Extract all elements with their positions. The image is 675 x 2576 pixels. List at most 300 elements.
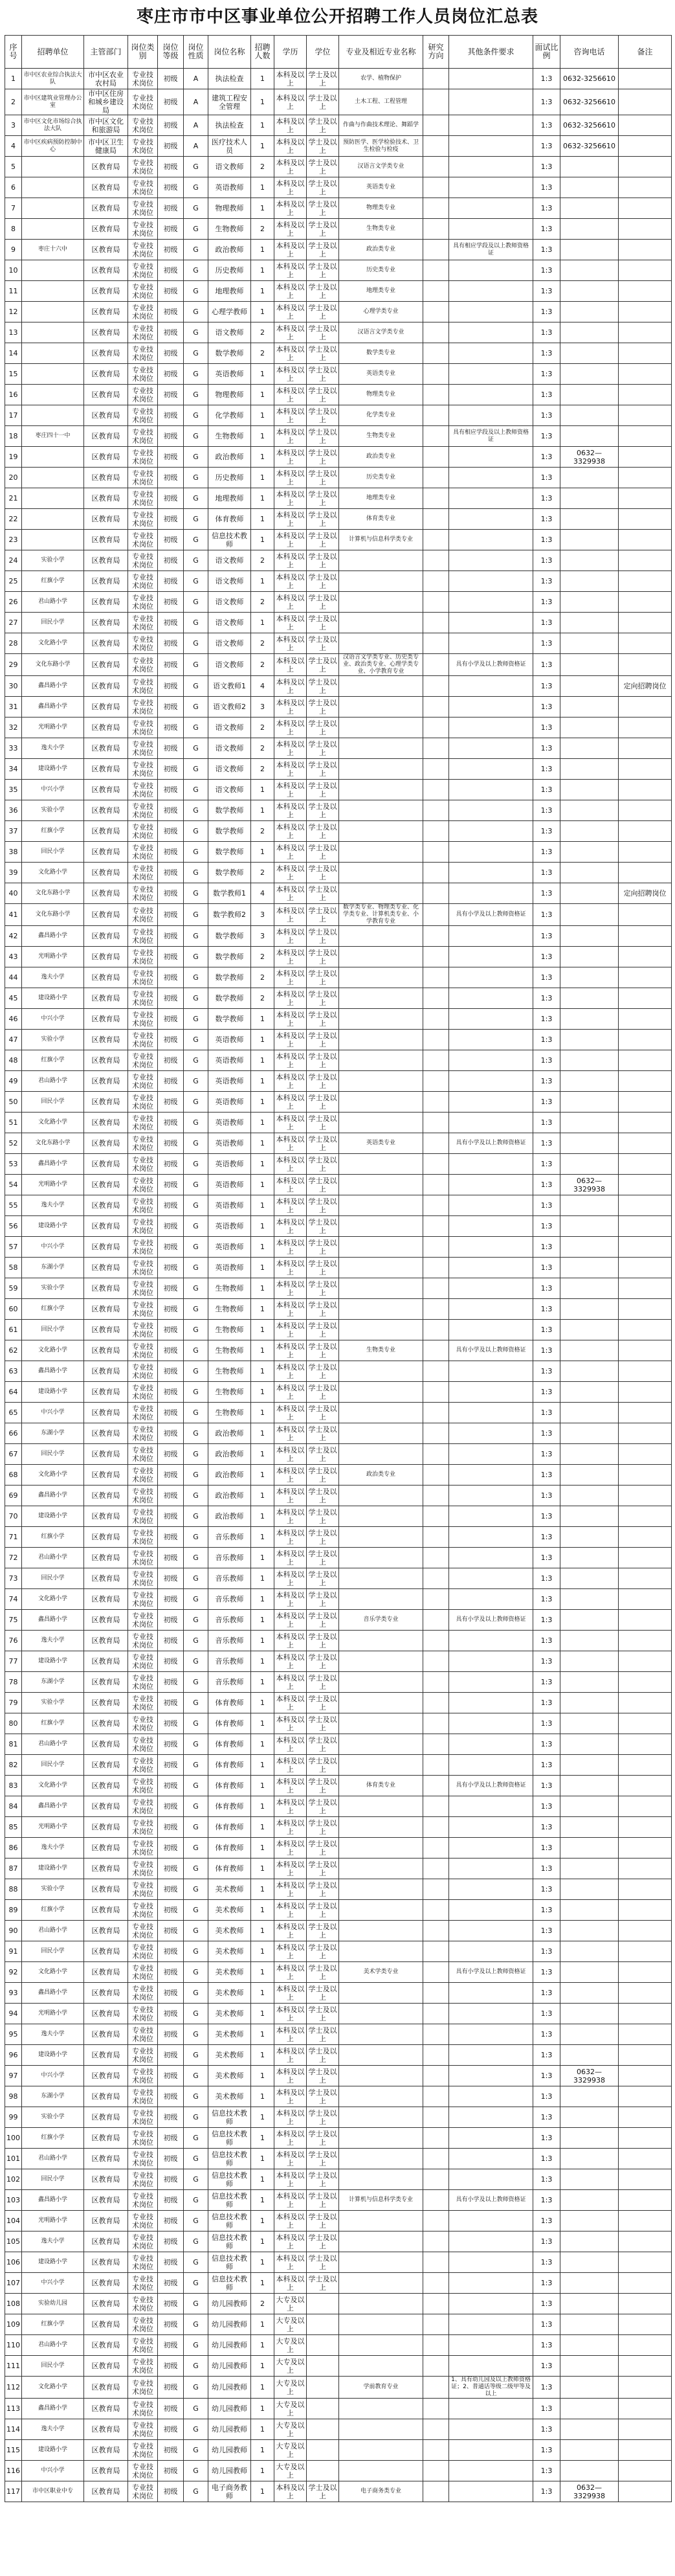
cell-category: 专业技术岗位: [128, 571, 158, 592]
cell-phone: [560, 1050, 619, 1071]
cell-dept: 区教育局: [84, 157, 128, 177]
cell-nature: G: [184, 550, 208, 571]
cell-level: 初级: [158, 613, 184, 633]
cell-major: [339, 550, 423, 571]
cell-count: 1: [251, 468, 274, 488]
cell-post: 音乐教师: [208, 1527, 251, 1548]
cell-ratio: 1:3: [533, 468, 560, 488]
cell-conditions: [449, 2252, 533, 2273]
cell-education: 本科及以上: [274, 1258, 307, 1278]
cell-direction: [423, 821, 449, 842]
cell-nature: G: [184, 1444, 208, 1465]
cell-phone: [560, 1838, 619, 1859]
cell-conditions: 1、具有幼儿园及以上教师资格证；2、普通话等级二级甲等及以上: [449, 2377, 533, 2399]
cell-category: 专业技术岗位: [128, 1693, 158, 1713]
cell-major: [339, 1009, 423, 1030]
cell-major: [339, 1278, 423, 1299]
cell-major: [339, 2440, 423, 2461]
cell-degree: 学士及以上: [307, 571, 339, 592]
cell-post: 英语教师: [208, 1154, 251, 1175]
cell-nature: G: [184, 1610, 208, 1631]
cell-major: [339, 988, 423, 1009]
cell-conditions: 具有相应学段及以上教师资格证: [449, 240, 533, 260]
cell-nature: A: [184, 69, 208, 89]
cell-no: 93: [5, 1983, 22, 2004]
cell-remark: [619, 2045, 672, 2066]
cell-ratio: 1:3: [533, 2399, 560, 2419]
cell-count: 1: [251, 1092, 274, 1113]
cell-direction: [423, 967, 449, 988]
cell-education: 本科及以上: [274, 1361, 307, 1382]
cell-category: 专业技术岗位: [128, 2045, 158, 2066]
cell-level: 初级: [158, 904, 184, 926]
cell-direction: [423, 1009, 449, 1030]
cell-post: 化学教师: [208, 405, 251, 426]
cell-count: 1: [251, 2024, 274, 2045]
cell-major: [339, 1879, 423, 1900]
cell-level: 初级: [158, 136, 184, 157]
cell-level: 初级: [158, 1610, 184, 1631]
cell-conditions: [449, 2211, 533, 2231]
cell-level: 初级: [158, 863, 184, 883]
cell-category: 专业技术岗位: [128, 2190, 158, 2211]
cell-direction: [423, 633, 449, 654]
cell-dept: 区教育局: [84, 2024, 128, 2045]
cell-major: [339, 1817, 423, 1838]
cell-phone: [560, 509, 619, 530]
cell-level: 初级: [158, 1506, 184, 1527]
cell-count: 1: [251, 1817, 274, 1838]
cell-unit: 中兴小学: [22, 780, 84, 800]
cell-conditions: [449, 364, 533, 385]
cell-category: 专业技术岗位: [128, 1486, 158, 1506]
cell-no: 104: [5, 2211, 22, 2231]
cell-unit: 红旗小学: [22, 571, 84, 592]
cell-degree: 学士及以上: [307, 1734, 339, 1755]
cell-nature: G: [184, 1776, 208, 1796]
cell-ratio: 1:3: [533, 759, 560, 780]
cell-count: 1: [251, 2356, 274, 2377]
cell-phone: [560, 1465, 619, 1486]
cell-dept: 市中区文化和旅游局: [84, 115, 128, 136]
cell-ratio: 1:3: [533, 2356, 560, 2377]
cell-no: 73: [5, 1568, 22, 1589]
cell-phone: [560, 1071, 619, 1092]
cell-major: [339, 2356, 423, 2377]
cell-post: 体育教师: [208, 1817, 251, 1838]
cell-count: 1: [251, 1216, 274, 1237]
cell-degree: 学士及以上: [307, 1133, 339, 1154]
cell-phone: [560, 1672, 619, 1693]
cell-nature: G: [184, 633, 208, 654]
cell-count: 1: [251, 2273, 274, 2294]
cell-education: 本科及以上: [274, 343, 307, 364]
cell-ratio: 1:3: [533, 2481, 560, 2502]
cell-major: [339, 697, 423, 717]
cell-conditions: [449, 1817, 533, 1838]
cell-conditions: [449, 1693, 533, 1713]
cell-post: 英语教师: [208, 1175, 251, 1195]
cell-remark: [619, 1859, 672, 1879]
cell-major: 心理学类专业: [339, 302, 423, 322]
cell-ratio: 1:3: [533, 447, 560, 468]
cell-ratio: 1:3: [533, 1154, 560, 1175]
cell-conditions: [449, 302, 533, 322]
cell-major: [339, 1444, 423, 1465]
cell-unit: 光明路小学: [22, 1175, 84, 1195]
cell-major: 体育类专业: [339, 1776, 423, 1796]
cell-unit: 文化路小学: [22, 1776, 84, 1796]
cell-nature: G: [184, 1361, 208, 1382]
cell-count: 1: [251, 1154, 274, 1175]
cell-post: 历史教师: [208, 260, 251, 281]
cell-post: 英语教师: [208, 1030, 251, 1050]
cell-unit: 建设路小学: [22, 1216, 84, 1237]
cell-count: 1: [251, 509, 274, 530]
cell-unit: 鑫昌路小学: [22, 926, 84, 947]
cell-remark: [619, 1776, 672, 1796]
cell-ratio: 1:3: [533, 2169, 560, 2190]
cell-dept: 区教育局: [84, 717, 128, 738]
cell-dept: 区教育局: [84, 2169, 128, 2190]
cell-category: 专业技术岗位: [128, 1423, 158, 1444]
cell-dept: 区教育局: [84, 633, 128, 654]
cell-category: 专业技术岗位: [128, 883, 158, 904]
cell-category: 专业技术岗位: [128, 281, 158, 302]
cell-nature: G: [184, 2190, 208, 2211]
cell-no: 87: [5, 1859, 22, 1879]
cell-count: 1: [251, 2211, 274, 2231]
cell-direction: [423, 322, 449, 343]
cell-nature: G: [184, 447, 208, 468]
cell-ratio: 1:3: [533, 2314, 560, 2335]
cell-phone: [560, 883, 619, 904]
cell-no: 103: [5, 2190, 22, 2211]
cell-major: [339, 821, 423, 842]
cell-level: 初级: [158, 2086, 184, 2107]
cell-category: 专业技术岗位: [128, 260, 158, 281]
cell-unit: [22, 343, 84, 364]
cell-count: 3: [251, 697, 274, 717]
cell-count: 1: [251, 2377, 274, 2399]
cell-unit: 君山路小学: [22, 592, 84, 613]
cell-unit: 建设路小学: [22, 988, 84, 1009]
cell-no: 69: [5, 1486, 22, 1506]
cell-ratio: 1:3: [533, 2211, 560, 2231]
table-row: [5, 530, 672, 550]
table-row: [5, 2252, 672, 2273]
cell-unit: [22, 488, 84, 509]
cell-education: 本科及以上: [274, 2045, 307, 2066]
cell-ratio: 1:3: [533, 509, 560, 530]
cell-unit: 建设路小学: [22, 1859, 84, 1879]
cell-unit: 逸夫小学: [22, 2024, 84, 2045]
cell-no: 80: [5, 1713, 22, 1734]
table-row: [5, 1195, 672, 1216]
cell-major: [339, 1651, 423, 1672]
cell-education: 本科及以上: [274, 1403, 307, 1423]
cell-unit: 鑫昌路小学: [22, 1796, 84, 1817]
cell-nature: A: [184, 115, 208, 136]
cell-post: 体育教师: [208, 509, 251, 530]
cell-dept: 区教育局: [84, 1361, 128, 1382]
cell-nature: G: [184, 926, 208, 947]
cell-ratio: 1:3: [533, 1050, 560, 1071]
cell-remark: [619, 281, 672, 302]
cell-unit: [22, 364, 84, 385]
cell-remark: [619, 1320, 672, 1340]
cell-nature: G: [184, 1320, 208, 1340]
table-row: [5, 343, 672, 364]
cell-remark: [619, 426, 672, 447]
cell-remark: [619, 613, 672, 633]
cell-ratio: 1:3: [533, 1527, 560, 1548]
cell-ratio: 1:3: [533, 115, 560, 136]
cell-conditions: [449, 1983, 533, 2004]
cell-count: 1: [251, 2440, 274, 2461]
cell-remark: [619, 343, 672, 364]
table-row: [5, 1133, 672, 1154]
table-row: [5, 2211, 672, 2231]
cell-count: 1: [251, 177, 274, 198]
cell-nature: G: [184, 1154, 208, 1175]
cell-conditions: [449, 842, 533, 863]
table-row: [5, 780, 672, 800]
cell-level: 初级: [158, 1175, 184, 1195]
cell-nature: G: [184, 676, 208, 697]
cell-nature: G: [184, 385, 208, 405]
cell-degree: [307, 2377, 339, 2399]
cell-education: 本科及以上: [274, 1589, 307, 1610]
cell-no: 29: [5, 654, 22, 676]
cell-dept: 区教育局: [84, 2211, 128, 2231]
cell-phone: 0632-3256610: [560, 89, 619, 115]
cell-dept: 区教育局: [84, 1672, 128, 1693]
cell-education: 本科及以上: [274, 2190, 307, 2211]
cell-unit: 实验小学: [22, 550, 84, 571]
cell-major: 地理类专业: [339, 488, 423, 509]
cell-degree: 学士及以上: [307, 1879, 339, 1900]
cell-direction: [423, 530, 449, 550]
cell-conditions: [449, 1154, 533, 1175]
cell-count: 1: [251, 2066, 274, 2086]
cell-count: 1: [251, 1133, 274, 1154]
cell-phone: [560, 2149, 619, 2169]
cell-major: [339, 842, 423, 863]
cell-education: 本科及以上: [274, 2024, 307, 2045]
cell-degree: 学士及以上: [307, 1403, 339, 1423]
cell-no: 61: [5, 1320, 22, 1340]
cell-major: 历史类专业: [339, 260, 423, 281]
cell-dept: 区教育局: [84, 1237, 128, 1258]
cell-level: 初级: [158, 1713, 184, 1734]
cell-conditions: [449, 89, 533, 115]
cell-category: 专业技术岗位: [128, 2086, 158, 2107]
table-row: [5, 633, 672, 654]
table-row: [5, 1983, 672, 2004]
cell-ratio: 1:3: [533, 571, 560, 592]
cell-major: [339, 1589, 423, 1610]
cell-level: 初级: [158, 2211, 184, 2231]
cell-category: 专业技术岗位: [128, 426, 158, 447]
cell-category: 专业技术岗位: [128, 322, 158, 343]
cell-nature: G: [184, 738, 208, 759]
cell-unit: 逸夫小学: [22, 1195, 84, 1216]
cell-nature: G: [184, 1133, 208, 1154]
table-row: [5, 468, 672, 488]
cell-major: [339, 1113, 423, 1133]
cell-post: 语文教师: [208, 157, 251, 177]
cell-count: 1: [251, 1859, 274, 1879]
table-row: [5, 2440, 672, 2461]
cell-education: 本科及以上: [274, 2169, 307, 2190]
cell-count: 1: [251, 115, 274, 136]
cell-no: 41: [5, 904, 22, 926]
cell-direction: [423, 1879, 449, 1900]
cell-degree: 学士及以上: [307, 1983, 339, 2004]
cell-conditions: [449, 260, 533, 281]
cell-remark: [619, 738, 672, 759]
cell-nature: G: [184, 759, 208, 780]
cell-nature: G: [184, 1113, 208, 1133]
table-row: [5, 2419, 672, 2440]
cell-unit: [22, 322, 84, 343]
cell-level: 初级: [158, 1423, 184, 1444]
cell-direction: [423, 2169, 449, 2190]
cell-phone: [560, 2190, 619, 2211]
cell-unit: 中兴小学: [22, 1009, 84, 1030]
cell-post: 体育教师: [208, 1734, 251, 1755]
table-row: [5, 1216, 672, 1237]
cell-ratio: 1:3: [533, 1713, 560, 1734]
cell-direction: [423, 343, 449, 364]
cell-no: 79: [5, 1693, 22, 1713]
cell-degree: 学士及以上: [307, 2128, 339, 2149]
cell-level: 初级: [158, 1589, 184, 1610]
cell-no: 67: [5, 1444, 22, 1465]
cell-phone: [560, 967, 619, 988]
cell-ratio: 1:3: [533, 2190, 560, 2211]
cell-ratio: 1:3: [533, 1817, 560, 1838]
cell-dept: 区教育局: [84, 1465, 128, 1486]
cell-category: 专业技术岗位: [128, 780, 158, 800]
cell-phone: [560, 2356, 619, 2377]
cell-unit: [22, 198, 84, 219]
cell-no: 10: [5, 260, 22, 281]
cell-post: 体育教师: [208, 1838, 251, 1859]
cell-unit: 文化路小学: [22, 1340, 84, 1361]
cell-degree: 学士及以上: [307, 302, 339, 322]
table-row: [5, 509, 672, 530]
cell-direction: [423, 1548, 449, 1568]
cell-degree: 学士及以上: [307, 1444, 339, 1465]
cell-degree: 学士及以上: [307, 1568, 339, 1589]
cell-category: 专业技术岗位: [128, 136, 158, 157]
cell-education: 本科及以上: [274, 1050, 307, 1071]
cell-phone: [560, 302, 619, 322]
cell-education: 本科及以上: [274, 468, 307, 488]
cell-remark: [619, 157, 672, 177]
cell-conditions: [449, 1879, 533, 1900]
cell-post: 地理教师: [208, 488, 251, 509]
cell-nature: G: [184, 1278, 208, 1299]
col-header: 备注: [619, 36, 672, 69]
cell-phone: [560, 613, 619, 633]
cell-ratio: 1:3: [533, 136, 560, 157]
cell-category: 专业技术岗位: [128, 1796, 158, 1817]
cell-no: 4: [5, 136, 22, 157]
cell-post: 政治教师: [208, 1486, 251, 1506]
cell-unit: [22, 302, 84, 322]
table-row: [5, 1050, 672, 1071]
cell-remark: [619, 2107, 672, 2128]
cell-degree: 学士及以上: [307, 1071, 339, 1092]
cell-education: 大专及以上: [274, 2356, 307, 2377]
cell-level: 初级: [158, 967, 184, 988]
cell-nature: G: [184, 1382, 208, 1403]
cell-conditions: [449, 1113, 533, 1133]
cell-nature: G: [184, 1299, 208, 1320]
cell-dept: 区教育局: [84, 2128, 128, 2149]
cell-education: 本科及以上: [274, 2128, 307, 2149]
cell-ratio: 1:3: [533, 1879, 560, 1900]
cell-phone: [560, 2004, 619, 2024]
cell-conditions: [449, 2356, 533, 2377]
cell-major: 历史类专业: [339, 468, 423, 488]
cell-major: 英语类专业: [339, 177, 423, 198]
cell-remark: [619, 240, 672, 260]
cell-direction: [423, 385, 449, 405]
cell-nature: G: [184, 1506, 208, 1527]
cell-category: 专业技术岗位: [128, 1382, 158, 1403]
cell-direction: [423, 1631, 449, 1651]
cell-category: 专业技术岗位: [128, 1030, 158, 1050]
cell-conditions: [449, 2149, 533, 2169]
cell-unit: 光明路小学: [22, 2211, 84, 2231]
cell-phone: [560, 2419, 619, 2440]
cell-education: 本科及以上: [274, 780, 307, 800]
cell-level: 初级: [158, 800, 184, 821]
cell-conditions: [449, 1278, 533, 1299]
cell-post: 美术教师: [208, 2024, 251, 2045]
cell-post: 生物教师: [208, 1299, 251, 1320]
cell-category: 专业技术岗位: [128, 550, 158, 571]
cell-post: 生物教师: [208, 1403, 251, 1423]
cell-dept: 区教育局: [84, 2314, 128, 2335]
cell-conditions: [449, 115, 533, 136]
cell-unit: 文化东路小学: [22, 654, 84, 676]
cell-dept: 区教育局: [84, 1859, 128, 1879]
cell-major: 物理类专业: [339, 385, 423, 405]
cell-degree: 学士及以上: [307, 904, 339, 926]
table-row: [5, 592, 672, 613]
cell-nature: G: [184, 1050, 208, 1071]
cell-count: 1: [251, 1610, 274, 1631]
cell-level: 初级: [158, 322, 184, 343]
cell-major: [339, 2211, 423, 2231]
cell-post: 语文教师: [208, 633, 251, 654]
cell-remark: [619, 1796, 672, 1817]
cell-post: 数学教师: [208, 863, 251, 883]
cell-phone: [560, 697, 619, 717]
cell-dept: 区教育局: [84, 1921, 128, 1941]
cell-category: 专业技术岗位: [128, 1258, 158, 1278]
cell-phone: [560, 2107, 619, 2128]
cell-phone: [560, 240, 619, 260]
cell-remark: [619, 1195, 672, 1216]
cell-ratio: 1:3: [533, 1423, 560, 1444]
cell-degree: 学士及以上: [307, 2252, 339, 2273]
